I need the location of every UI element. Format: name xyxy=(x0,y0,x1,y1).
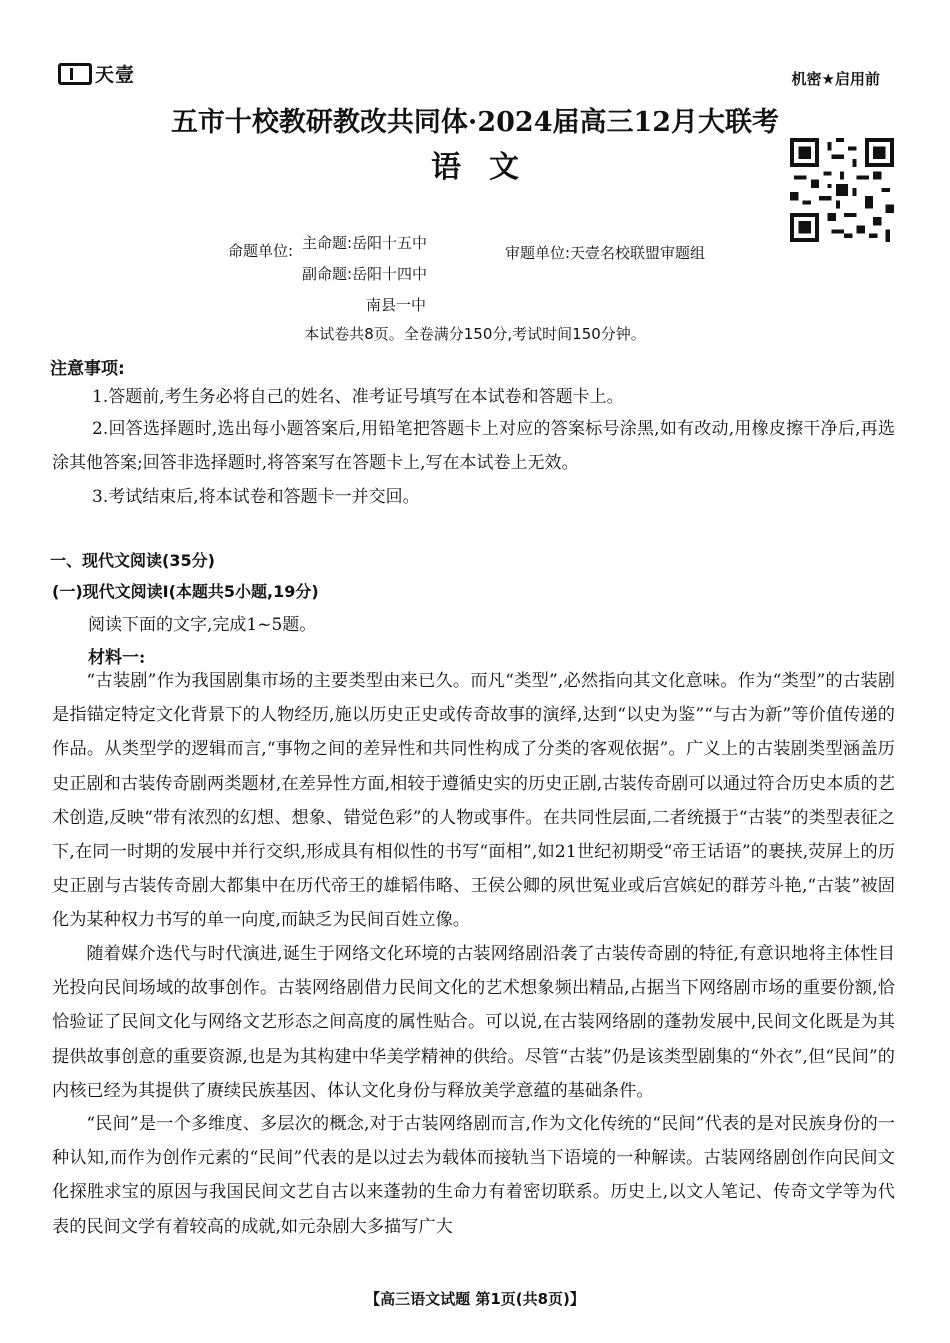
section-title: 一、现代文阅读(35分) xyxy=(50,551,215,570)
reviewer: 审题单位:天壹名校联盟审题组 xyxy=(505,244,706,262)
material-label: 材料一: xyxy=(88,648,146,668)
note-item: 3.考试结束后,将本试卷和答题卡一并交回。 xyxy=(92,487,420,507)
confidential-label: 机密★启用前 xyxy=(791,70,880,88)
main-proposer: 主命题:岳阳十五中 xyxy=(302,234,428,252)
publisher-logo xyxy=(58,60,135,87)
exam-title: 五市十校教研教改共同体·2024届高三12月大联考 xyxy=(170,107,780,138)
note-item: 2.回答选择题时,选出每小题答案后,用铅笔把答题卡上对应的答案标号涂黑,如有改动,用橡皮擦干净后,再选涂其他答案;回答非选择题时,将答案写在答题卡上,写在本试卷上无效。 xyxy=(52,419,895,473)
proposer-label: 命题单位: xyxy=(228,242,294,260)
subject-title: 语文 xyxy=(431,150,547,185)
note-item: 1.答题前,考生务必将自己的姓名、准考证号填写在本试卷和答题卡上。 xyxy=(92,387,624,407)
logo-mark-icon xyxy=(58,63,92,85)
notes-title: 注意事项: xyxy=(50,359,125,379)
paragraph: “古装剧”作为我国剧集市场的主要类型由来已久。而凡“类型”,必然指向其文化意味。作为“类型”的古装剧是指锚定特定文化背景下的人物经历,施以历史正史或传奇故事的演绎,达到“以史为鉴”“与古为新”等价值传递的作品。从类型学的逻辑而言,“事物之间的差异性和共同性构成了分类的客观依据”。广义上的古装剧类型涵盖历史正剧和古装传奇剧两类题材,在差异性方面,相较于遵循史实的历史正剧,古装传奇剧可以通过符合历史本质的艺术创造,反映“带有浓烈的幻想、想象、错觉色彩”的人物或事件。在共同性层面,二者统摄于“古装”的类型表征之下,在同一时期的发展中并行交织,形成具有相似性的书写“面相”,如21世纪初期受“帝王话语”的裹挟,荧屏上的历史正剧与古装传奇剧大都集中在历代帝王的雄韬伟略、王侯公卿的夙世冤业或后宫嫔妃的群芳斗艳,“古装”被固化为某种权力书写的单一向度,而缺乏为民间百姓立像。 xyxy=(52,671,895,931)
logo-text: 天壹 xyxy=(95,64,136,86)
reading-instruction: 阅读下面的文字,完成1~5题。 xyxy=(88,615,317,635)
page-footer: 【高三语文试题 第1页(共8页)】 xyxy=(365,1290,585,1308)
paper-info: 本试卷共8页。全卷满分150分,考试时间150分钟。 xyxy=(304,325,646,343)
section-subtitle: (一)现代文阅读Ⅰ(本题共5小题,19分) xyxy=(52,582,319,601)
paragraph: 随着媒介迭代与时代演进,诞生于网络文化环境的古装网络剧沿袭了古装传奇剧的特征,有意识地将主体性目光投向民间场域的故事创作。古装网络剧借力民间文化的艺术想象频出精品,占据当下网络剧市场的重要份额,恰恰验证了民间文化与网络文艺形态之间高度的属性贴合。可以说,在古装网络剧的蓬勃发展中,民间文化既是为其提供故事创意的重要资源,也是为其构建中华美学精神的供给。尽管“古装”仍是该类型剧集的“外衣”,但“民间”的内核已经为其提供了赓续民族基因、体认文化身份与释放美学意蕴的基础条件。 xyxy=(52,944,895,1101)
qr-code-icon xyxy=(790,138,894,242)
vice-proposer: 副命题:岳阳十四中 xyxy=(302,265,428,283)
paragraph: “民间”是一个多维度、多层次的概念,对于古装网络剧而言,作为文化传统的“民间”代表的是对民族身份的一种认知,而作为创作元素的“民间”代表的是以过去为载体而接轨当下语境的一种解读。古装网络剧创作向民间文化探胜求宝的原因与我国民间文艺自古以来蓬勃的生命力有着密切联系。历史上,以文人笔记、传奇文学等为代表的民间文学有着较高的成就,如元杂剧大多描写广大 xyxy=(52,1114,895,1237)
vice-proposer-2: 南县一中 xyxy=(366,296,427,314)
